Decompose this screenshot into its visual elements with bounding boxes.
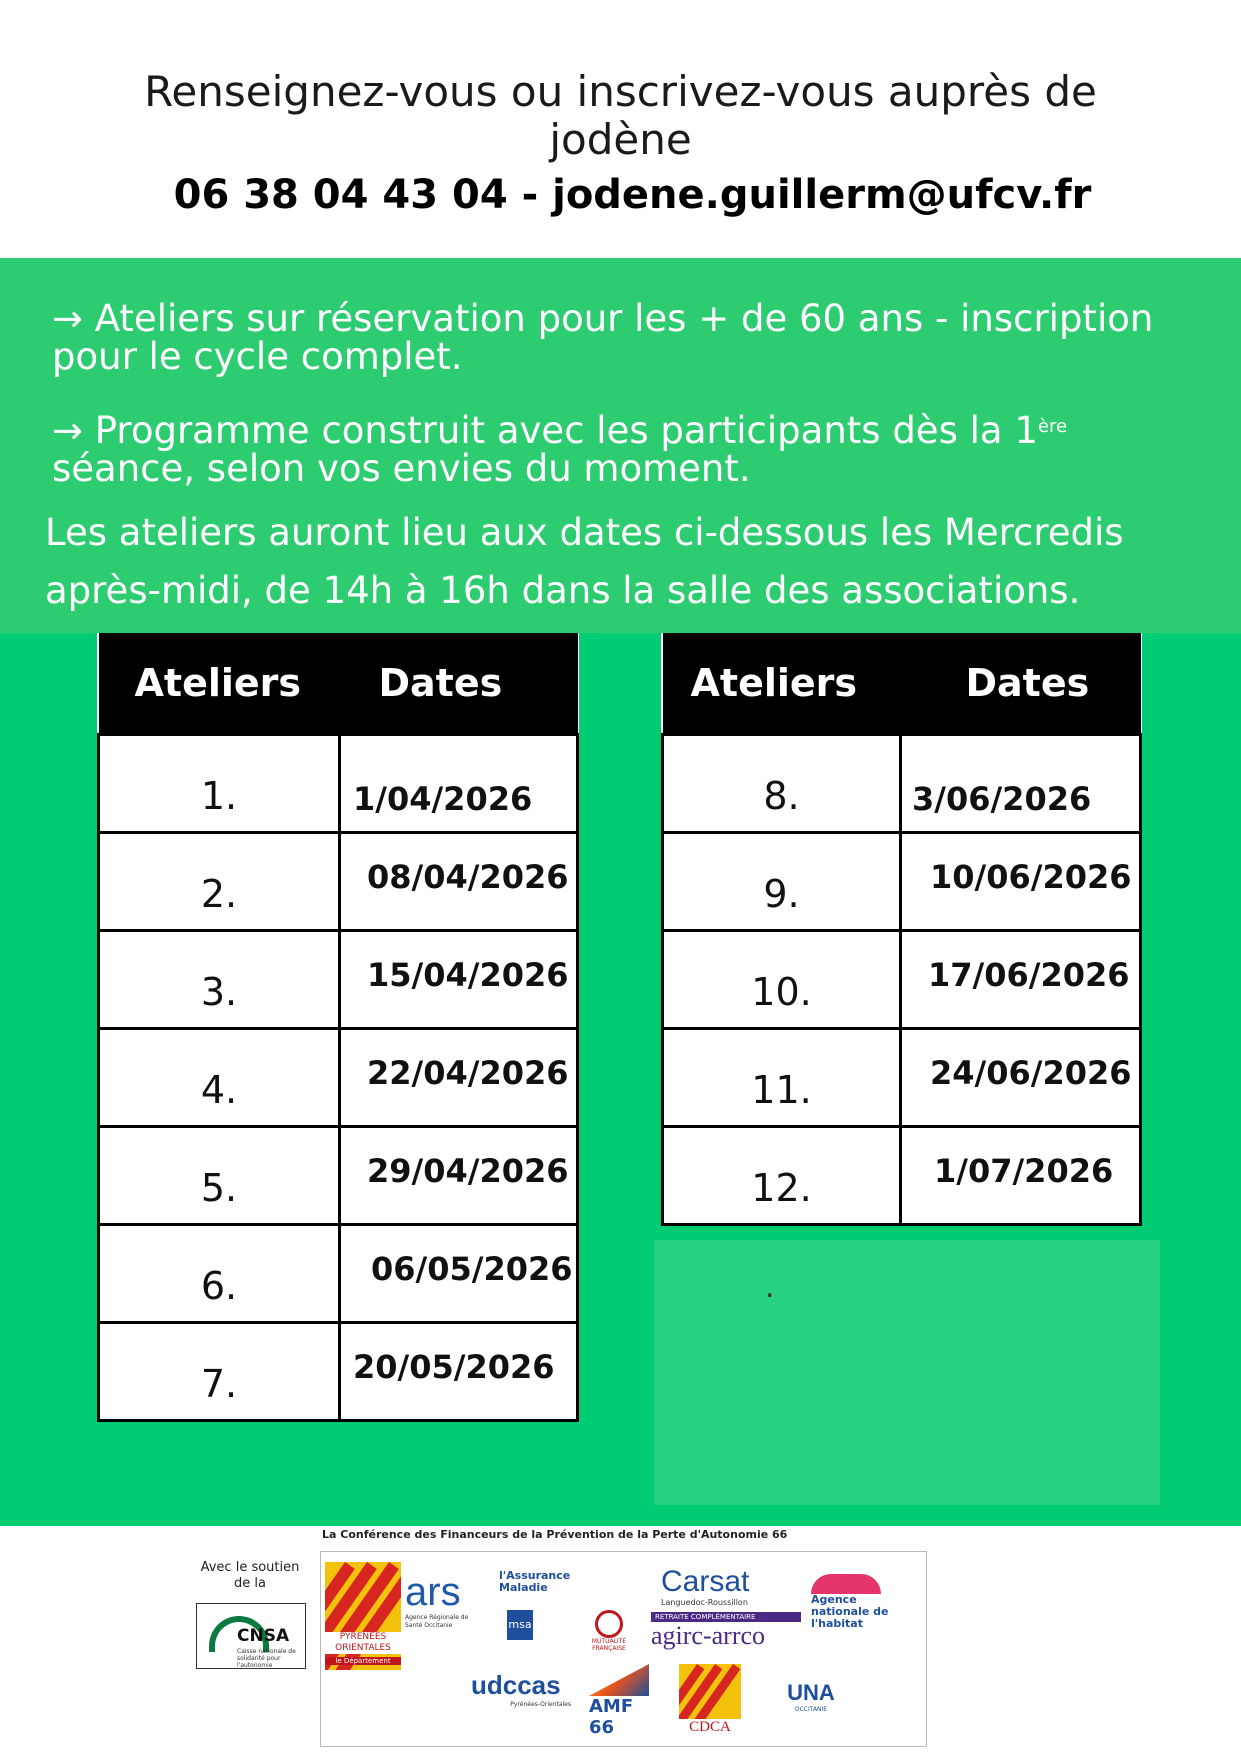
atelier-date: 3/06/2026 xyxy=(912,780,1092,818)
amf66-logo: AMF 66 xyxy=(589,1664,659,1738)
table-row xyxy=(99,833,578,931)
header-dates: Dates xyxy=(901,633,1141,735)
table-row xyxy=(663,1127,1141,1225)
mutualite-logo: MUTUALITÉ FRANÇAISE xyxy=(581,1610,637,1652)
table-row xyxy=(99,1323,578,1421)
atelier-date: 20/05/2026 xyxy=(353,1348,555,1386)
schedule-table-left xyxy=(97,633,579,1422)
atelier-date: 08/04/2026 xyxy=(367,858,569,896)
udccas-logo: udccas Pyrénées-Orientales xyxy=(471,1670,571,1708)
bullet-reservation: → Ateliers sur réservation pour les + de 60 ans - inscription pour le cycle complet. xyxy=(52,297,1154,378)
header-dates: Dates xyxy=(340,633,578,735)
atelier-number: 9. xyxy=(763,871,800,916)
atelier-number: 4. xyxy=(200,1067,238,1112)
agirc-arrco-logo: RETRAITE COMPLÉMENTAIRE agirc-arrco xyxy=(651,1612,801,1622)
atelier-number: 8. xyxy=(763,773,800,818)
assurance-maladie-logo: l'Assurance Maladie xyxy=(499,1569,571,1594)
stray-dot: . xyxy=(765,1270,775,1305)
cnsa-logo: CNSA Caisse nationale de solidarité pour l'autonomie xyxy=(196,1603,306,1669)
contact-name: jodène xyxy=(549,115,692,164)
atelier-date: 29/04/2026 xyxy=(367,1152,569,1190)
table-row xyxy=(663,735,1141,833)
atelier-date: 10/06/2026 xyxy=(930,858,1132,896)
support-label: Avec le soutien de la xyxy=(200,1560,300,1591)
table-row xyxy=(99,1127,578,1225)
bullet-programme: → Programme construit avec les participants dès la 1ère séance, selon vos envies du moment. xyxy=(52,409,1068,490)
header xyxy=(0,0,1241,258)
footer-title: La Conférence des Financeurs de la Prévention de la Perte d'Autonomie 66 xyxy=(322,1528,788,1541)
contact-intro: Renseignez-vous ou inscrivez-vous auprès de xyxy=(144,67,1097,116)
atelier-number: 5. xyxy=(200,1165,238,1210)
atelier-date: 1/04/2026 xyxy=(353,780,533,818)
atelier-date: 22/04/2026 xyxy=(367,1054,569,1092)
atelier-number: 1. xyxy=(200,773,238,818)
atelier-number: 10. xyxy=(751,969,812,1014)
atelier-number: 7. xyxy=(200,1361,238,1406)
pyrenees-orientales-logo: PYRENEES ORIENTALES le Département xyxy=(325,1562,401,1670)
schedule-info: Les ateliers auront lieu aux dates ci-dessous les Mercredis après-midi, de 14h à 16h dans la salle des associations. xyxy=(45,511,1124,612)
table-row xyxy=(663,931,1141,1029)
atelier-number: 2. xyxy=(200,871,238,916)
schedule-table-right xyxy=(661,633,1142,1226)
contact-details: 06 38 04 43 04 - jodene.guillerm@ufcv.fr xyxy=(173,172,1092,218)
table-row xyxy=(99,931,578,1029)
atelier-number: 6. xyxy=(200,1263,238,1308)
header-ateliers: Ateliers xyxy=(663,633,901,735)
table-row xyxy=(663,833,1141,931)
atelier-date: 1/07/2026 xyxy=(934,1152,1114,1190)
atelier-number: 12. xyxy=(751,1165,812,1210)
partner-logos xyxy=(320,1551,927,1747)
table-row xyxy=(663,1029,1141,1127)
atelier-date: 24/06/2026 xyxy=(930,1054,1132,1092)
table-row xyxy=(99,735,578,833)
table-row xyxy=(99,1225,578,1323)
carsat-logo: Carsat Languedoc-Roussillon xyxy=(661,1565,750,1607)
atelier-date: 15/04/2026 xyxy=(367,956,569,994)
anah-logo: Agence nationale de l'habitat xyxy=(811,1574,911,1630)
blank-green-box xyxy=(654,1240,1160,1505)
atelier-date: 06/05/2026 xyxy=(371,1250,573,1288)
msa-logo: msa xyxy=(507,1610,533,1640)
una-logo: UNA OCCITANIE xyxy=(787,1680,835,1713)
header-ateliers: Ateliers xyxy=(99,633,340,735)
atelier-number: 11. xyxy=(751,1067,812,1112)
ars-logo: ars Agence Régionale de Santé Occitanie xyxy=(405,1570,469,1629)
atelier-date: 17/06/2026 xyxy=(928,956,1130,994)
table-row xyxy=(99,1029,578,1127)
cdca-logo: CDCA xyxy=(679,1664,741,1736)
atelier-number: 3. xyxy=(200,969,238,1014)
